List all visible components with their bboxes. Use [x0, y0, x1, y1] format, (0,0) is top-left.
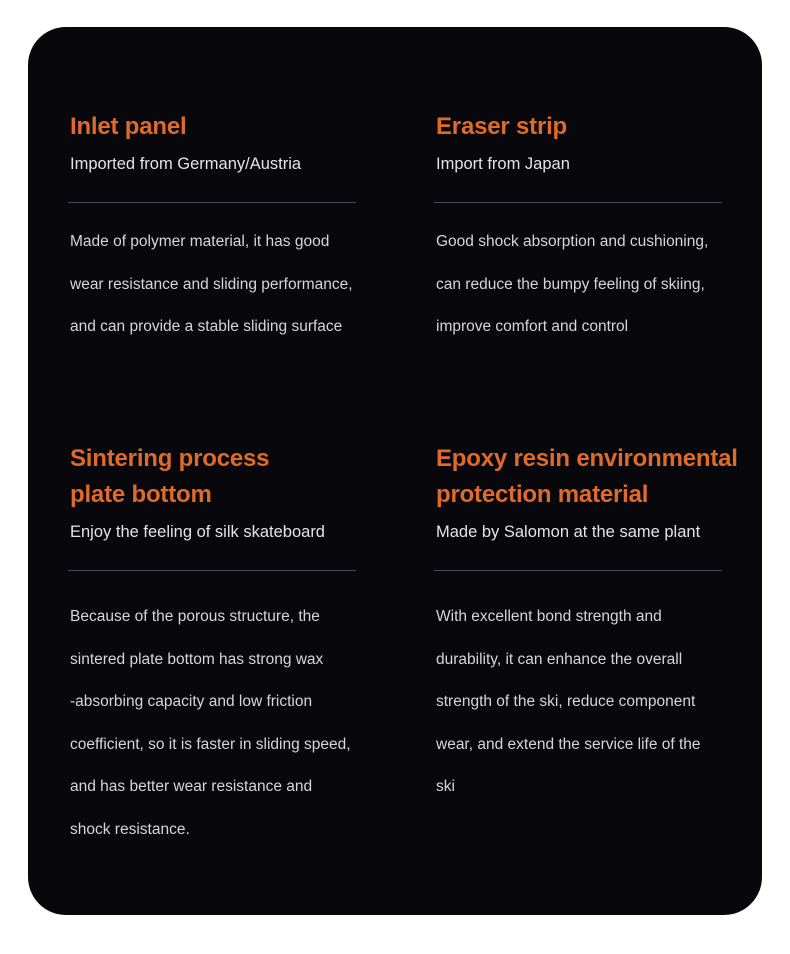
feature-divider	[434, 202, 722, 203]
description-line: -absorbing capacity and low friction	[70, 693, 313, 710]
feature-epoxy-resin	[436, 441, 766, 795]
description-line: shock resistance.	[70, 820, 190, 838]
feature-description	[70, 221, 390, 349]
description-line: ski	[436, 778, 455, 795]
feature-description	[436, 596, 756, 809]
description-line: Because of the porous structure, the	[70, 608, 320, 625]
feature-description	[70, 596, 390, 851]
description-line: strength of the ski, reduce component	[436, 693, 696, 710]
feature-title	[70, 109, 400, 145]
description-line: sintered plate bottom has strong wax	[70, 650, 324, 668]
features-card	[28, 27, 762, 915]
feature-title	[70, 441, 400, 513]
feature-subtitle: Import from Japan	[436, 155, 570, 173]
description-line: coefficient, so it is faster in sliding speed,	[70, 735, 351, 753]
feature-subtitle: Enjoy the feeling of silk skateboard	[70, 523, 325, 541]
feature-sintering-plate-bottom	[70, 441, 400, 838]
description-line: Made of polymer material, it has good	[70, 233, 330, 250]
feature-title-line: Eraser strip	[436, 113, 568, 140]
feature-title-line: Epoxy resin environmental	[436, 445, 738, 472]
description-line: and can provide a stable sliding surface	[70, 318, 343, 335]
feature-subtitle: Imported from Germany/Austria	[70, 155, 302, 173]
description-line: With excellent bond strength and	[436, 608, 662, 625]
description-line: Good shock absorption and cushioning,	[436, 233, 709, 250]
feature-title-line: Sintering process	[70, 445, 270, 472]
description-line: and has better wear resistance and	[70, 778, 313, 795]
feature-title	[436, 441, 766, 513]
feature-subtitle: Made by Salomon at the same plant	[436, 523, 701, 541]
description-line: wear, and extend the service life of the	[436, 735, 701, 753]
feature-title-line: protection material	[436, 481, 649, 508]
feature-title	[436, 109, 766, 145]
feature-divider	[434, 570, 722, 571]
feature-description	[436, 221, 756, 349]
description-line: can reduce the bumpy feeling of skiing,	[436, 275, 705, 293]
feature-divider	[68, 570, 356, 571]
feature-title-line: Inlet panel	[70, 113, 187, 140]
description-line: wear resistance and sliding performance,	[70, 275, 353, 293]
feature-inlet-panel	[70, 109, 400, 335]
description-line: improve comfort and control	[436, 318, 629, 335]
feature-divider	[68, 202, 356, 203]
feature-eraser-strip	[436, 109, 766, 335]
feature-title-line: plate bottom	[70, 481, 212, 508]
description-line: durability, it can enhance the overall	[436, 650, 683, 668]
